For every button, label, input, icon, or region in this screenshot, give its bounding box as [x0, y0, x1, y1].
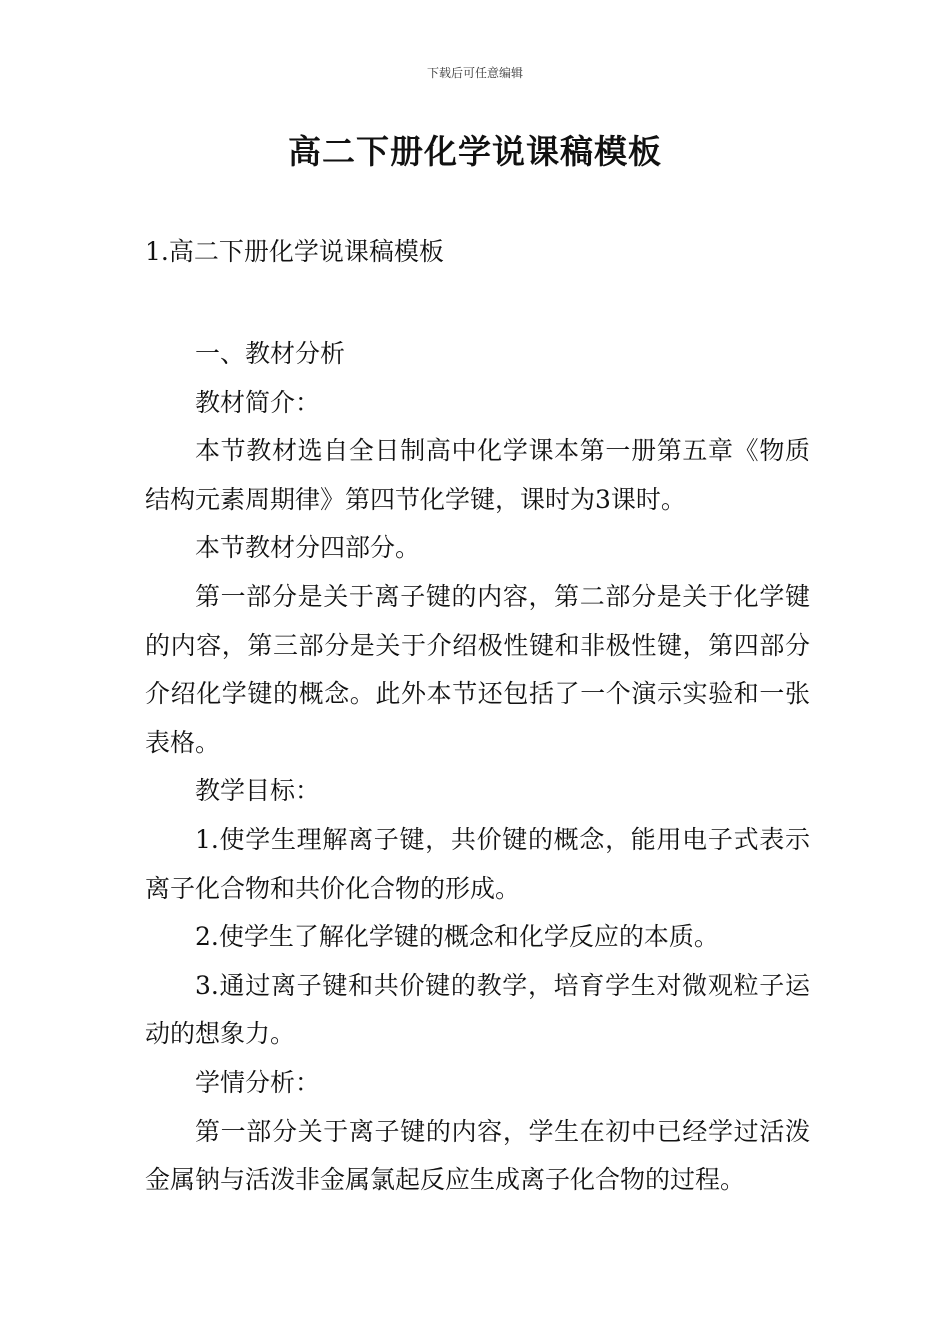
subheading-student-analysis: 学情分析： — [195, 1067, 321, 1097]
page-title: 高二下册化学说课稿模板 — [288, 132, 662, 171]
list-item: 3.通过离子键和共价键的教学，培育学生对微观粒子运动的想象力。 — [145, 970, 810, 1049]
document-body — [145, 330, 810, 1205]
paragraph: 本节教材选自全日制高中化学课本第一册第五章《物质结构元素周期律》第四节化学键，课时为3课时。 — [145, 436, 810, 514]
paragraph: 第一部分关于离子键的内容，学生在初中已经学过活泼金属钠与活泼非金属氯起反应生成离子化合物的过程。 — [145, 1116, 810, 1195]
section-heading: 1.高二下册化学说课稿模板 — [145, 237, 444, 266]
subheading-textbook-intro: 教材简介： — [195, 387, 321, 417]
subheading-teaching-goals: 教学目标： — [195, 776, 321, 806]
heading-textbook-analysis: 一、教材分析 — [195, 339, 346, 368]
header-note: 下载后可任意编辑 — [426, 66, 523, 80]
list-item: 2.使学生了解化学键的概念和化学反应的本质。 — [195, 922, 719, 952]
list-item: 1.使学生理解离子键，共价键的概念，能用电子式表示离子化合物和共价化合物的形成。 — [145, 824, 810, 903]
paragraph: 第一部分是关于离子键的内容，第二部分是关于化学键的内容，第三部分是关于介绍极性键和非极性键，第四部分介绍化学键的概念。此外本节还包括了一个演示实验和一张表格。 — [145, 581, 810, 757]
paragraph: 本节教材分四部分。 — [195, 533, 421, 563]
